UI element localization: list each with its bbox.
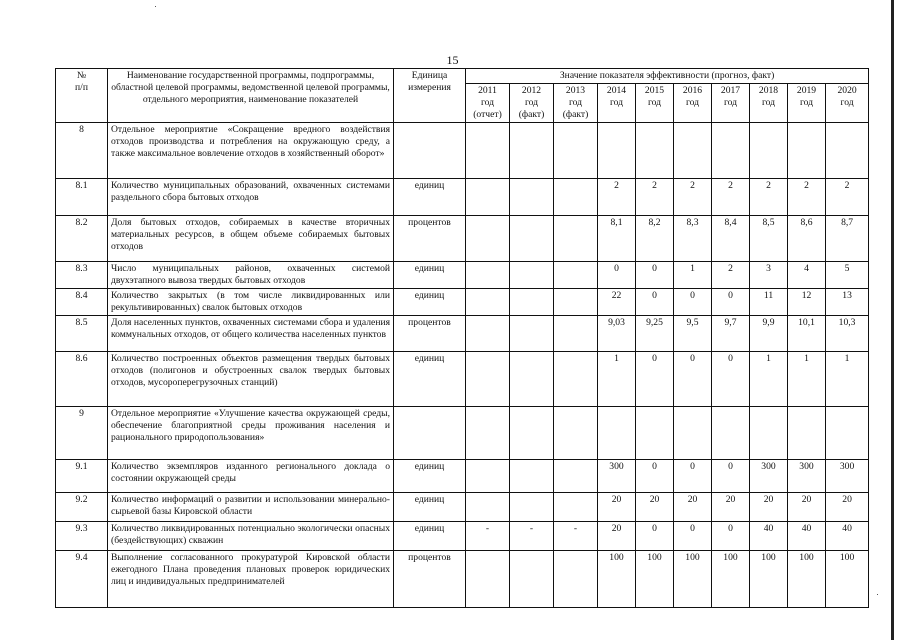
- indicator-value: 9,7: [712, 316, 750, 352]
- indicator-value: 8,5: [750, 216, 788, 262]
- indicator-value: -: [466, 522, 510, 551]
- row-number: 8.6: [56, 352, 108, 407]
- indicator-value: [598, 407, 636, 460]
- indicator-value: [554, 316, 598, 352]
- indicator-value: [510, 551, 554, 608]
- header-year-l3: (факт): [518, 109, 545, 120]
- indicator-value: -: [510, 522, 554, 551]
- indicator-value: 1: [674, 262, 712, 289]
- indicator-value: [510, 123, 554, 179]
- indicator-value: 8,4: [712, 216, 750, 262]
- header-year: [712, 84, 750, 123]
- header-year-l2: год: [799, 97, 814, 108]
- indicator-value: [510, 262, 554, 289]
- indicator-value: 11: [750, 289, 788, 316]
- indicator-value: [554, 289, 598, 316]
- indicator-value: 10,1: [788, 316, 826, 352]
- indicator-value: 8,1: [598, 216, 636, 262]
- header-year-l2: год: [840, 97, 854, 108]
- indicator-value: 0: [636, 352, 674, 407]
- row-number: 8.1: [56, 179, 108, 216]
- indicator-value: 0: [712, 352, 750, 407]
- indicators-table: [55, 68, 869, 608]
- header-year-l2: год: [524, 97, 539, 108]
- indicator-value: 8,3: [674, 216, 712, 262]
- indicator-name: Количество ликвидированных потенциально экологически опасных (бездействующих) скважин: [108, 522, 394, 551]
- indicator-value: 0: [636, 262, 674, 289]
- header-year-l2: год: [568, 97, 583, 108]
- indicator-value: [750, 407, 788, 460]
- indicator-value: [466, 289, 510, 316]
- header-year: [674, 84, 712, 123]
- indicator-value: 1: [826, 352, 869, 407]
- indicator-value: [466, 352, 510, 407]
- indicator-value: [554, 216, 598, 262]
- indicator-value: [598, 123, 636, 179]
- table-row: [56, 460, 869, 493]
- header-year-l3: (отчет): [473, 109, 502, 120]
- indicator-value: 20: [826, 493, 869, 522]
- indicator-value: 8,6: [788, 216, 826, 262]
- row-number: 8.4: [56, 289, 108, 316]
- unit-of-measure: единиц: [394, 179, 466, 216]
- indicator-value: [466, 460, 510, 493]
- header-row-1: [56, 69, 869, 84]
- unit-of-measure: процентов: [394, 551, 466, 608]
- indicator-value: 1: [750, 352, 788, 407]
- indicator-value: 8,7: [826, 216, 869, 262]
- indicator-value: [554, 352, 598, 407]
- indicator-value: -: [554, 522, 598, 551]
- indicator-value: [554, 460, 598, 493]
- indicator-name: Доля населенных пунктов, охваченных системами сбора и удаления коммунальных отходов, от общего количества населенных пунктов: [108, 316, 394, 352]
- header-year-year: 2020: [837, 85, 857, 96]
- indicator-value: 100: [750, 551, 788, 608]
- indicator-value: [826, 123, 869, 179]
- header-unit: Единица измерения: [394, 69, 466, 123]
- header-name: Наименование государственной программы, подпрограммы, областной целевой программы, ведомственной целевой программы, отдельного мероприятия, наименование показателей: [108, 69, 394, 123]
- row-number: 8.3: [56, 262, 108, 289]
- indicator-value: [466, 407, 510, 460]
- row-number: 8: [56, 123, 108, 179]
- indicator-value: 100: [674, 551, 712, 608]
- indicator-value: 2: [826, 179, 869, 216]
- indicator-value: [750, 123, 788, 179]
- indicator-value: [510, 460, 554, 493]
- header-year-year: 2012: [521, 85, 542, 96]
- header-year-l2: год: [761, 97, 776, 108]
- table-row: [56, 551, 869, 608]
- indicator-value: [510, 289, 554, 316]
- indicator-value: 100: [598, 551, 636, 608]
- indicator-value: 40: [750, 522, 788, 551]
- indicator-value: [554, 407, 598, 460]
- header-year-year: 2011: [478, 85, 497, 96]
- indicator-value: 20: [674, 493, 712, 522]
- indicator-value: [788, 123, 826, 179]
- indicator-value: [510, 493, 554, 522]
- unit-of-measure: [394, 123, 466, 179]
- indicator-value: 0: [674, 289, 712, 316]
- header-year: [598, 84, 636, 123]
- table-row: [56, 216, 869, 262]
- indicator-value: [510, 407, 554, 460]
- indicator-name: Доля бытовых отходов, собираемых в качестве вторичных материальных ресурсов, в общем объеме собираемых бытовых отходов: [108, 216, 394, 262]
- indicator-value: 0: [674, 460, 712, 493]
- row-number: 8.2: [56, 216, 108, 262]
- indicator-value: [826, 407, 869, 460]
- indicator-value: 4: [788, 262, 826, 289]
- indicator-value: 22: [598, 289, 636, 316]
- header-year-l3: (факт): [562, 109, 589, 120]
- indicator-value: 40: [826, 522, 869, 551]
- indicator-value: 9,03: [598, 316, 636, 352]
- indicator-name: Отдельное мероприятие «Улучшение качества окружающей среды, обеспечение благоприятной среды проживания населения и рационального природопользования»: [108, 407, 394, 460]
- table-row: [56, 123, 869, 179]
- indicator-value: 100: [712, 551, 750, 608]
- indicator-value: [466, 123, 510, 179]
- row-number: 9: [56, 407, 108, 460]
- indicator-name: Количество закрытых (в том числе ликвидированных или рекультивированных) свалок бытовых отходов: [108, 289, 394, 316]
- indicator-value: 13: [826, 289, 869, 316]
- row-number: 9.4: [56, 551, 108, 608]
- header-year: [750, 84, 788, 123]
- unit-of-measure: единиц: [394, 460, 466, 493]
- header-year-l2: год: [480, 97, 495, 108]
- unit-of-measure: процентов: [394, 216, 466, 262]
- indicator-value: 0: [712, 460, 750, 493]
- indicator-value: 2: [712, 179, 750, 216]
- header-year-year: 2013: [565, 85, 586, 96]
- indicator-value: [466, 316, 510, 352]
- table-row: [56, 289, 869, 316]
- indicator-value: 20: [636, 493, 674, 522]
- indicator-value: 2: [598, 179, 636, 216]
- table-row: [56, 352, 869, 407]
- indicator-value: 9,25: [636, 316, 674, 352]
- unit-of-measure: единиц: [394, 522, 466, 551]
- header-year-year: 2016: [682, 85, 703, 96]
- table-row: [56, 522, 869, 551]
- indicator-name: Выполнение согласованного прокуратурой Кировской области ежегодного Плана проведения плановых проверок юридических лиц и индивидуальных предпринимателей: [108, 551, 394, 608]
- indicator-value: 20: [598, 493, 636, 522]
- header-year: [554, 84, 598, 123]
- header-year-year: 2019: [796, 85, 817, 96]
- indicator-value: [788, 407, 826, 460]
- unit-of-measure: единиц: [394, 352, 466, 407]
- indicator-value: 9,5: [674, 316, 712, 352]
- indicator-value: [554, 551, 598, 608]
- indicator-value: [712, 407, 750, 460]
- header-num: № п/п: [56, 69, 108, 123]
- header-year: [826, 84, 869, 123]
- indicator-value: [510, 352, 554, 407]
- indicator-value: 0: [674, 522, 712, 551]
- indicator-value: 9,9: [750, 316, 788, 352]
- indicator-value: 8,2: [636, 216, 674, 262]
- header-year-l2: год: [647, 97, 662, 108]
- header-year: [510, 84, 554, 123]
- unit-of-measure: единиц: [394, 262, 466, 289]
- page-number: 15: [446, 53, 459, 67]
- indicator-value: 20: [750, 493, 788, 522]
- indicator-name: Количество экземпляров изданного регионального доклада о состоянии окружающей среды: [108, 460, 394, 493]
- row-number: 9.3: [56, 522, 108, 551]
- indicator-value: [554, 262, 598, 289]
- indicator-value: [466, 262, 510, 289]
- indicator-value: 300: [750, 460, 788, 493]
- table-body: [56, 123, 869, 608]
- indicator-value: [466, 216, 510, 262]
- indicator-value: [554, 179, 598, 216]
- indicator-value: 0: [712, 522, 750, 551]
- indicator-value: [554, 493, 598, 522]
- table-row: [56, 493, 869, 522]
- indicator-value: 300: [826, 460, 869, 493]
- header-year-l2: год: [685, 97, 700, 108]
- header-year: [788, 84, 826, 123]
- indicator-name: Число муниципальных районов, охваченных системой двухэтапного вывоза твердых бытовых отходов: [108, 262, 394, 289]
- indicator-value: 2: [788, 179, 826, 216]
- indicator-value: 20: [788, 493, 826, 522]
- indicator-value: 2: [750, 179, 788, 216]
- unit-of-measure: единиц: [394, 289, 466, 316]
- header-year-year: 2015: [644, 85, 665, 96]
- indicator-value: 2: [712, 262, 750, 289]
- indicator-value: 100: [788, 551, 826, 608]
- unit-of-measure: [394, 407, 466, 460]
- indicator-value: 0: [598, 262, 636, 289]
- indicator-value: 300: [598, 460, 636, 493]
- indicator-value: 0: [636, 522, 674, 551]
- header-year-l2: год: [609, 97, 624, 108]
- indicator-value: 2: [636, 179, 674, 216]
- table-row: [56, 407, 869, 460]
- header-year: [466, 84, 510, 123]
- scan-speck: [155, 6, 156, 7]
- scan-speck: [877, 594, 878, 595]
- header-year-year: 2018: [758, 85, 779, 96]
- indicator-value: 0: [636, 289, 674, 316]
- indicator-value: [554, 123, 598, 179]
- indicator-value: 20: [712, 493, 750, 522]
- indicator-value: 100: [636, 551, 674, 608]
- indicator-value: [510, 316, 554, 352]
- unit-of-measure: единиц: [394, 493, 466, 522]
- table-row: [56, 262, 869, 289]
- indicator-value: 10,3: [826, 316, 869, 352]
- row-number: 8.5: [56, 316, 108, 352]
- indicator-value: [712, 123, 750, 179]
- header-year-year: 2017: [720, 85, 741, 96]
- scan-edge-mark: [891, 0, 894, 640]
- indicator-value: [466, 551, 510, 608]
- indicator-value: [674, 407, 712, 460]
- indicator-value: 40: [788, 522, 826, 551]
- header-year-l2: год: [723, 97, 738, 108]
- indicator-name: Отдельное мероприятие «Сокращение вредного воздействия отходов производства и потребления на окружающую среду, а также максимальное вовлечение отходов в хозяйственный оборот»: [108, 123, 394, 179]
- indicator-value: 12: [788, 289, 826, 316]
- row-number: 9.2: [56, 493, 108, 522]
- indicator-name: Количество построенных объектов размещения твердых бытовых отходов (полигонов и обустроенных свалок твердых бытовых отходов, мусороперегрузочных станций): [108, 352, 394, 407]
- indicator-value: [466, 179, 510, 216]
- header-year: [636, 84, 674, 123]
- indicator-value: 2: [674, 179, 712, 216]
- indicator-value: 5: [826, 262, 869, 289]
- indicator-value: 0: [712, 289, 750, 316]
- indicator-name: Количество муниципальных образований, охваченных системами раздельного сбора бытовых отходов: [108, 179, 394, 216]
- indicator-value: [466, 493, 510, 522]
- indicator-value: 0: [674, 352, 712, 407]
- indicator-value: [510, 216, 554, 262]
- header-year-year: 2014: [606, 85, 627, 96]
- indicator-value: 1: [788, 352, 826, 407]
- indicator-value: [636, 123, 674, 179]
- indicator-name: Количество информаций о развитии и использовании минерально-сырьевой базы Кировской области: [108, 493, 394, 522]
- indicator-value: [636, 407, 674, 460]
- row-number: 9.1: [56, 460, 108, 493]
- unit-of-measure: процентов: [394, 316, 466, 352]
- indicator-value: 20: [598, 522, 636, 551]
- indicator-value: [674, 123, 712, 179]
- header-values-group: Значение показателя эффективности (прогноз, факт): [466, 69, 869, 84]
- indicator-value: 0: [636, 460, 674, 493]
- indicator-value: [510, 179, 554, 216]
- table-row: [56, 179, 869, 216]
- indicator-value: 3: [750, 262, 788, 289]
- indicator-value: 1: [598, 352, 636, 407]
- table-row: [56, 316, 869, 352]
- indicator-value: 100: [826, 551, 869, 608]
- indicator-value: 300: [788, 460, 826, 493]
